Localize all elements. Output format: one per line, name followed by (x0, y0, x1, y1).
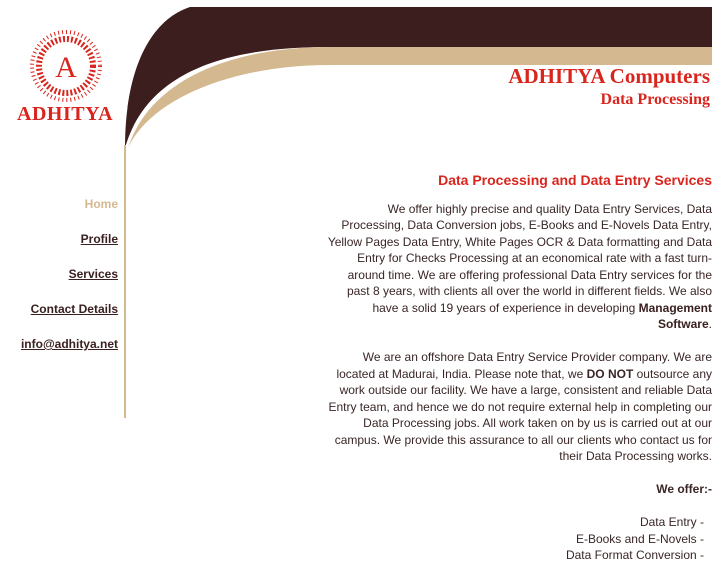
offshore-text-a: We are an offshore Data Entry Service Provider company. We are located at Madurai, India. Please note that, we (336, 350, 712, 381)
divider (124, 145, 126, 418)
nav-email[interactable]: info@adhitya.net (20, 337, 118, 351)
logo-letter: A (55, 51, 77, 84)
offshore-text-b: outsource any work outside our facility. We have a large, consistent and reliable Data Entry team, and hence we do not require external help in completing our Data Processing jobs. All work taken on by us is carried out at our campus. We provide this assurance to all our clients who contact us for their Data Processing works. (328, 366, 712, 463)
offer-item: E-Books and E-Novels - (575, 531, 704, 546)
management-software-link[interactable]: Management Software (638, 300, 712, 331)
do-not-text: DO NOT (586, 366, 634, 381)
offer-heading: We offer:- (656, 482, 712, 496)
offer-item: Data Format Conversion - (565, 548, 704, 562)
main-content (322, 172, 712, 564)
offshore-paragraph (322, 349, 712, 465)
logo-text: ADHITYA (17, 103, 114, 125)
intro-text: We offer highly precise and quality Data Entry Services, Data Processing, Data Conversion jobs, E-Books and E-Novels Data Entry, Yellow Pages Data Entry, White Pages OCR & Data formatting and Data Entry for Checks Processing at an economical rate with a fast turn-around time. We are offering professional Data Entry services for the past 8 years, with clients all over the world in different fields. We also have a solid 19 years of experience in developing (327, 201, 712, 315)
nav-services[interactable]: Services (68, 267, 118, 281)
offer-list (322, 514, 712, 564)
nav-profile[interactable]: Profile (80, 232, 118, 246)
company-name: ADHITYA Computers (508, 64, 710, 88)
nav-home[interactable]: Home (84, 197, 118, 211)
page-title: Data Processing and Data Entry Services (438, 172, 712, 188)
nav-contact-details[interactable]: Contact Details (30, 302, 118, 316)
intro-paragraph: We offer highly precise and quality Data Entry Services, Data Processing, Data Conversion jobs, E-Books and E-Novels Data Entry, Yellow Pages Data Entry, White Pages OCR & Data formatting and Data Entry for Checks Processing at an economical rate with a fast turn-around time. We are offering professional Data Entry services for the past 8 years, with clients all over the world in different fields. We also have a solid 19 years of experience in developing Management Software. (327, 201, 712, 331)
sidebar-nav (21, 197, 118, 372)
company-tagline: Data Processing (600, 91, 710, 108)
offer-item: Data Entry - (639, 515, 704, 529)
